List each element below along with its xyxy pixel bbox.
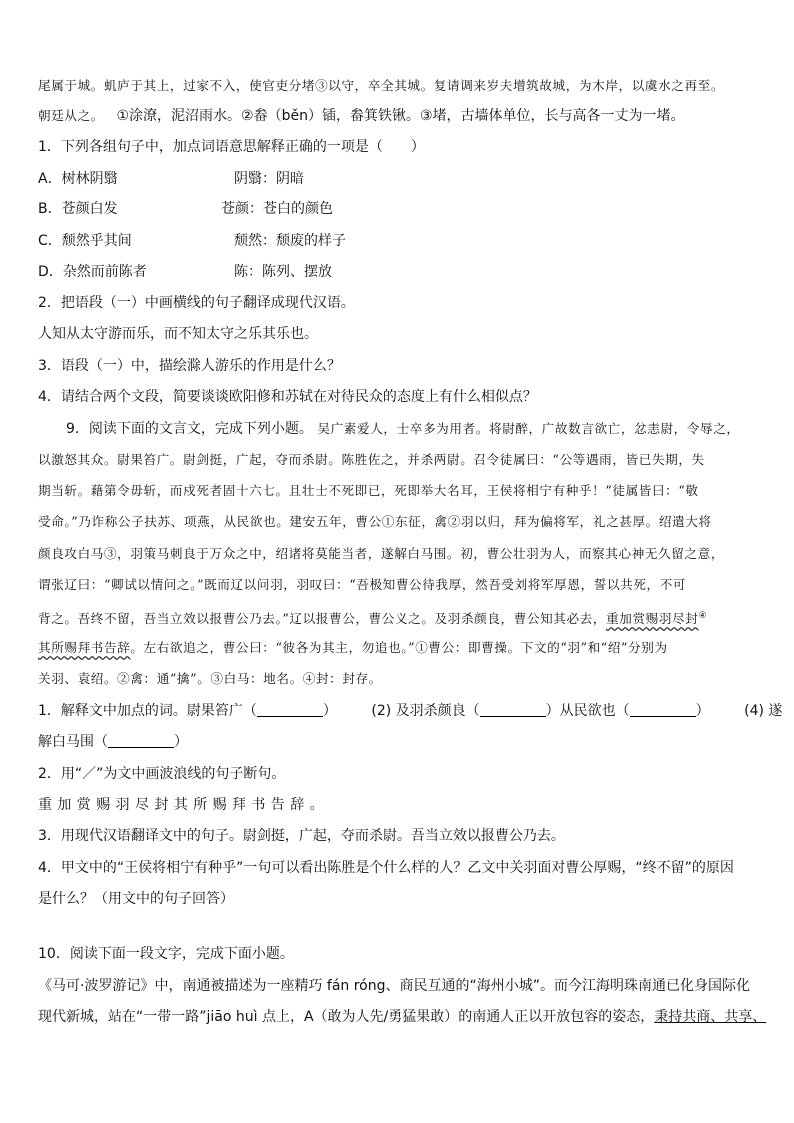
question-8-3: 3．语段（一）中，描绘滁人游乐的作用是什么？ [38,358,341,374]
option-a [38,169,304,189]
question-text: 解白马围（ [38,734,108,750]
question-text: ） [174,734,188,750]
question-9-intro-line [38,419,740,439]
question-9-4: 4．甲文中的“王侯将相宁有种乎”一句可以看出陈胜是个什么样的人？乙文中关羽面对曹公厚赐，“终不留”的原因 [38,860,734,876]
option-label: D．杂然而前陈者 [38,264,147,280]
question-text: (4) 遂 [744,703,783,719]
question-9-1-cont [38,732,188,752]
option-b [38,199,333,219]
option-gloss: 陈：陈列、摆放 [234,264,332,280]
passage-line: 受命。”乃诈称公子扶苏、项燕，从民欲也。建安五年，曹公①东征，禽②羽以归，拜为偏将军，礼之甚厚。绍遣大将 [38,514,712,529]
question-text: (2) 及羽杀颜良（ [371,703,480,719]
passage-text: 背之。吾终不留，吾当立效以报曹公乃去。”辽以报曹公，曹公义之。及羽杀颜良，曹公知其必去， [38,611,607,627]
answer-blank[interactable] [108,733,174,748]
option-gloss: 颓然：颓废的样子 [234,233,346,249]
option-c [38,231,346,251]
question-9-4-cont: 是什么？（用文中的句子回答） [38,891,234,907]
footnote-mark: ④ [698,611,708,621]
option-gloss: 苍颜：苍白的颜色 [221,201,333,217]
passage-text: 朝廷从之。 [38,108,104,123]
passage-text: 。左右欲追之，曹公曰：“彼各为其主，勿追也。”①曹公：即曹操。下文的“羽”和“绍”分别为 [130,640,668,655]
passage-line [38,638,668,658]
question-9-2: 2．用“／”为文中画波浪线的句子断句。 [38,766,286,782]
question-text: ）从民欲也（ [545,703,630,719]
sentence-to-punctuate: 重加赏赐羽尽封其所赐拜书告辞。 [38,797,329,813]
translation-sentence: 人知从太守游而乐，而不知太守之乐其乐也。 [38,326,318,342]
option-d [38,262,332,282]
footnotes: 关羽、袁绍。②禽：通“擒”。③白马：地名。④封：封存。 [38,671,382,686]
question-text: 1．解释文中加点的词。尉果笞广（ [38,703,257,719]
passage-line: 尾属于城。虮庐于其上，过家不入，使官吏分堵③以守，卒全其城。复请调来岁夫增筑故城，为木岸，以虞水之再至。 [38,78,725,93]
passage-line [38,606,707,629]
footnotes: ①涂潦，泥沼雨水。②畚（běn）锸，畚箕铁锹。③堵，古墙体单位，长与高各一丈为一堵。 [116,108,685,124]
wavy-underlined-sentence: 重加赏赐羽尽封 [606,611,699,627]
question-text: ） [695,703,710,719]
passage-line: 《马可·波罗游记》中，南通被描述为一座精巧 fán róng、商民互通的“海州小城”。而今江海明珠南通已化身国际化 [38,978,751,994]
passage-line: 期当斩。藉第令毋斩，而戍死者固十六七。且壮士不死即已，死即举大名耳，王侯将相宁有种乎！”徒属皆曰：“敬 [38,483,699,498]
passage-line: 以激怒其众。尉果笞广。尉剑挺，广起，夺而杀尉。陈胜佐之，并杀两尉。召令徒属曰：“公等遇雨，皆已失期，失 [38,452,705,467]
passage-line-with-notes [38,106,685,126]
passage-line: 谓张辽曰：“卿试以情问之。”既而辽以问羽，羽叹曰：“吾极知曹公待我厚，然吾受刘将军厚恩，誓以共死，不可 [38,577,687,592]
option-gloss: 阴翳：阴暗 [234,171,304,187]
question-9-3: 3．用现代汉语翻译文中的句子。尉剑挺，广起，夺而杀尉。吾当立效以报曹公乃去。 [38,828,565,844]
question-8-2: 2．把语段（一）中画横线的句子翻译成现代汉语。 [38,295,355,311]
question-8-4: 4．请结合两个文段，简要谈谈欧阳修和苏轼在对待民众的态度上有什么相似点？ [38,389,537,405]
answer-blank[interactable] [480,702,546,717]
underlined-text: 秉持共商、共享、 [654,1009,767,1025]
option-label: A．树林阴翳 [38,171,118,187]
option-label: C．颓然乎其间 [38,233,132,249]
question-10-intro: 10．阅读下面一段文字，完成下面小题。 [38,946,294,962]
answer-blank[interactable] [257,702,323,717]
option-label: B．苍颜白发 [38,201,118,217]
question-8-1: 1．下列各组句子中，加点词语意思解释正确的一项是（ ） [38,139,425,155]
question-text: ） [322,703,337,719]
answer-blank[interactable] [630,702,696,717]
passage-text: 吴广素爱人，士卒多为用者。将尉醉，广故数言欲亡，忿恚尉，令辱之， [317,421,740,436]
question-9-intro: 9．阅读下面的文言文，完成下列小题。 [38,421,313,437]
passage-line: 颜良攻白马③，羽策马刺良于万众之中，绍诸将莫能当者，遂解白马围。初，曹公壮羽为人，而察其心神无久留之意， [38,546,725,561]
question-9-1 [38,701,782,721]
wavy-underlined-sentence: 其所赐拜书告辞 [38,640,131,655]
passage-line [38,1007,766,1027]
passage-text: 现代新城，站在“一带一路”jiāo huì 点上，A（敢为人先/勇猛果敢）的南通人正以开放包容的姿态， [38,1009,655,1025]
